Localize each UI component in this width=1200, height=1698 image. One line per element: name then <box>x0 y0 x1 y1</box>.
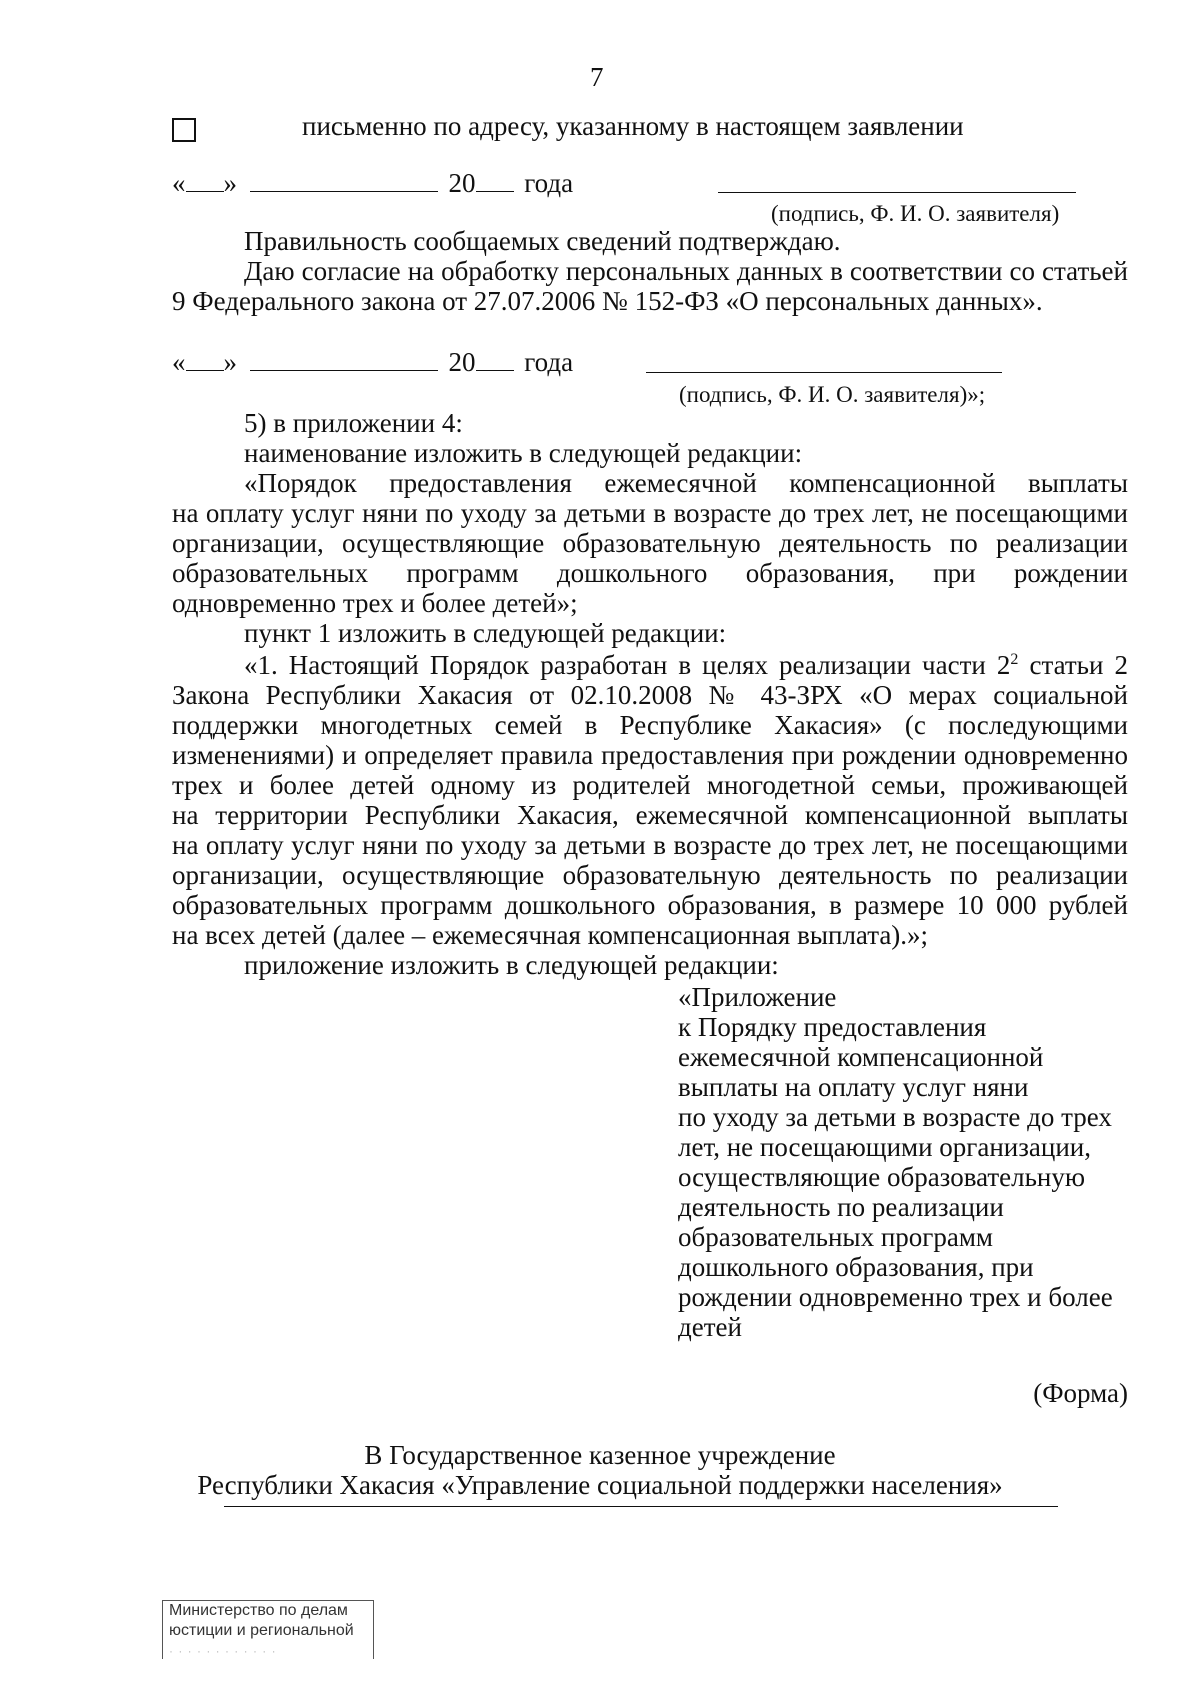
point-line-6: на территории Республики Хакасия, ежемесячной компенсационной выплаты <box>172 800 1128 830</box>
date-open-quote: « <box>172 347 186 377</box>
name-line-4: образовательных программ дошкольного образования, при рождении <box>172 558 1128 588</box>
year-suffix: года <box>524 168 574 198</box>
point-line-1-tail: статьи 2 <box>1018 650 1128 680</box>
consent-line-2: 9 Федерального закона от 27.07.2006 № 152-ФЗ «О персональных данных». <box>172 286 1043 316</box>
addressee-underline[interactable] <box>224 1506 1058 1507</box>
name-line-5: одновременно трех и более детей»; <box>172 588 578 618</box>
point-line-2: Закона Республики Хакасия от 02.10.2008 № 43-ЗРХ «О мерах социальной <box>172 680 1128 710</box>
point-line-9: образовательных программ дошкольного образования, в размере 10 000 рублей <box>172 890 1128 920</box>
appendix-header-line-5: по уходу за детьми в возрасте до трех <box>678 1102 1112 1132</box>
name-line-2: на оплату услуг няни по уходу за детьми в возрасте до трех лет, не посещающими <box>172 498 1128 528</box>
point-line-8: организации, осуществляющие образовательную деятельность по реализации <box>172 860 1128 890</box>
registration-stamp <box>162 1600 374 1659</box>
month-blank[interactable] <box>250 169 438 192</box>
point-line-1 <box>244 650 1128 680</box>
date-field-1[interactable] <box>172 168 573 198</box>
confirm-text: Правильность сообщаемых сведений подтверждаю. <box>244 226 841 256</box>
signature-caption-2: (подпись, Ф. И. О. заявителя)»; <box>679 382 986 407</box>
appendix-header-line-2: к Порядку предоставления <box>678 1012 987 1042</box>
date-field-2[interactable] <box>172 347 573 377</box>
stamp-line-3: · · · · · · · · · · · · <box>169 1644 277 1658</box>
appendix-header-line-10: дошкольного образования, при <box>678 1252 1034 1282</box>
signature-caption-1: (подпись, Ф. И. О. заявителя) <box>771 201 1060 226</box>
appendix-header-line-11: рождении одновременно трех и более <box>678 1282 1113 1312</box>
point-line-7: на оплату услуг няни по уходу за детьми в возрасте до трех лет, не посещающими <box>172 830 1128 860</box>
form-label: (Форма) <box>1033 1378 1128 1408</box>
addressee-line-1: В Государственное казенное учреждение <box>364 1440 836 1470</box>
date-close-quote: » <box>223 168 237 198</box>
point-line-5: трех и более детей одному из родителей многодетной семьи, проживающей <box>172 770 1128 800</box>
delivery-checkbox[interactable] <box>172 118 196 142</box>
appendix-header-line-6: лет, не посещающими организации, <box>678 1132 1092 1162</box>
year-blank[interactable] <box>476 169 514 192</box>
item-5-heading: 5) в приложении 4: <box>244 408 463 438</box>
name-intro: наименование изложить в следующей редакции: <box>244 438 803 468</box>
name-line-3: организации, осуществляющие образовательную деятельность по реализации <box>172 528 1128 558</box>
delivery-option-label: письменно по адресу, указанному в настоящем заявлении <box>302 111 964 141</box>
appendix-header-line-4: выплаты на оплату услуг няни <box>678 1072 1029 1102</box>
appendix-header-line-12: детей <box>678 1312 742 1342</box>
year-prefix: 20 <box>448 347 476 377</box>
appendix-header-line-8: деятельность по реализации <box>678 1192 1004 1222</box>
stamp-line-2: юстиции и региональной <box>169 1622 354 1639</box>
year-prefix: 20 <box>448 168 476 198</box>
date-open-quote: « <box>172 168 186 198</box>
point-intro: пункт 1 изложить в следующей редакции: <box>244 618 727 648</box>
appendix-intro: приложение изложить в следующей редакции: <box>244 950 779 980</box>
year-suffix: года <box>524 347 574 377</box>
addressee-line-2: Республики Хакасия «Управление социальной поддержки населения» <box>197 1470 1003 1500</box>
appendix-header-line-3: ежемесячной компенсационной <box>678 1042 1044 1072</box>
point-line-1-superscript: 2 <box>1010 651 1019 668</box>
signature-line-2[interactable] <box>646 372 1002 373</box>
name-line-1: «Порядок предоставления ежемесячной компенсационной выплаты <box>244 468 1128 498</box>
point-line-4: изменениями) и определяет правила предоставления при рождении одновременно <box>172 740 1128 770</box>
day-blank[interactable] <box>186 169 224 192</box>
point-line-10: на всех детей (далее – ежемесячная компенсационная выплата).»; <box>172 920 929 950</box>
signature-line-1[interactable] <box>718 192 1076 193</box>
point-line-1-text: «1. Настоящий Порядок разработан в целях реализации части 2 <box>244 650 1011 680</box>
year-blank[interactable] <box>476 348 514 371</box>
stamp-line-1: Министерство по делам <box>169 1602 348 1619</box>
appendix-header-line-1: «Приложение <box>678 982 837 1012</box>
appendix-header-line-9: образовательных программ <box>678 1222 993 1252</box>
consent-line-1: Даю согласие на обработку персональных данных в соответствии со статьей <box>244 256 1128 286</box>
appendix-header-line-7: осуществляющие образовательную <box>678 1162 1086 1192</box>
month-blank[interactable] <box>250 348 438 371</box>
day-blank[interactable] <box>186 348 224 371</box>
point-line-3: поддержки многодетных семей в Республике Хакасия» (с последующими <box>172 710 1128 740</box>
date-close-quote: » <box>223 347 237 377</box>
page-number: 7 <box>590 62 604 92</box>
